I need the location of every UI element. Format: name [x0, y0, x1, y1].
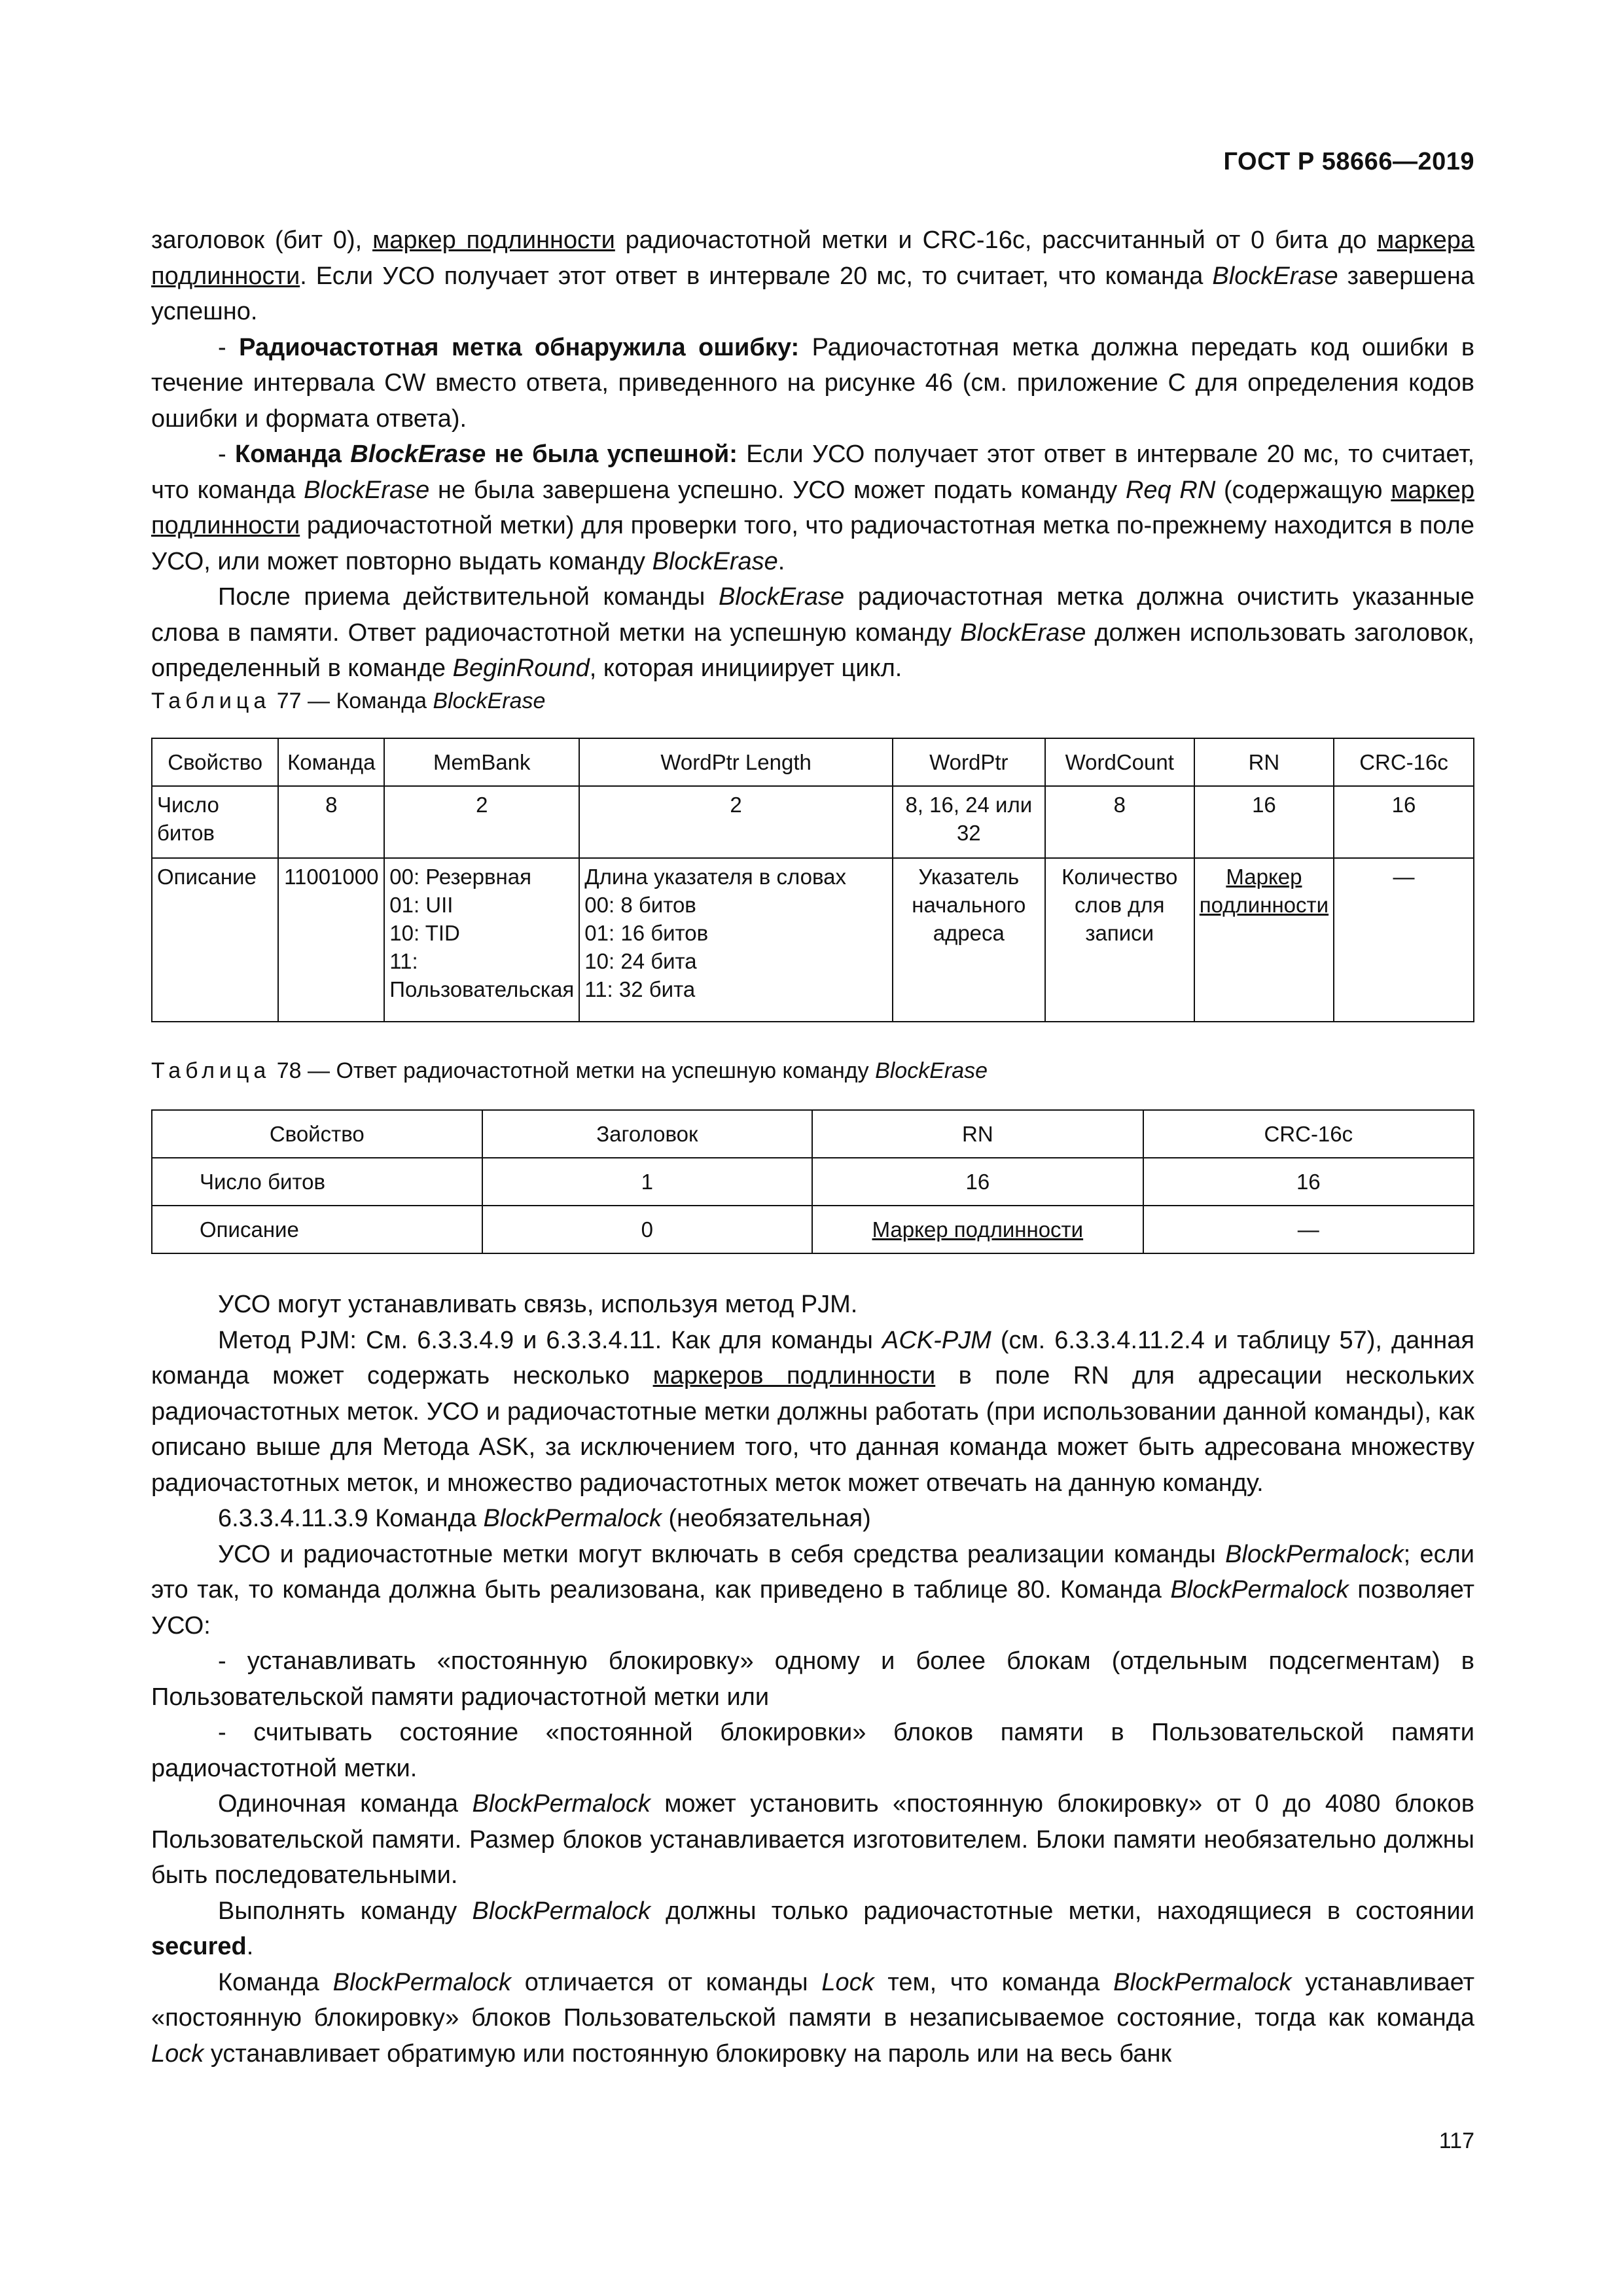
- table-cell: 16: [1334, 786, 1474, 858]
- header-cell: WordCount: [1045, 738, 1194, 786]
- table-row: [152, 1206, 1474, 1253]
- header-cell: RN: [1194, 738, 1334, 786]
- header-cell: Команда: [278, 738, 384, 786]
- table-cell: 2: [579, 786, 893, 858]
- table-cell: 16: [1143, 1158, 1474, 1206]
- table-cell: 16: [812, 1158, 1143, 1206]
- paragraph: заголовок (бит 0), маркер подлинности радиочастотной метки и CRC-16c, рассчитанный от 0 бита до маркера подлинности. Если УСО получает этот ответ в интервале 20 мс, то считает, что команда BlockErase завершена успешно.: [151, 226, 1475, 325]
- header-cell: Свойство: [152, 738, 278, 786]
- table-78: [151, 1109, 1474, 1254]
- table-cell: Маркер подлинности: [812, 1206, 1143, 1253]
- table-77-caption: Таблица 77 — Команда BlockErase: [151, 689, 546, 713]
- body-text: [151, 1287, 1474, 2072]
- table-cell: Указатель начального адреса: [893, 858, 1045, 1022]
- header-cell: WordPtr Length: [579, 738, 893, 786]
- table-cell: 11001000: [278, 858, 384, 1022]
- table-cell: 8, 16, 24 или 32: [893, 786, 1045, 858]
- paragraph: - Команда BlockErase не была успешной: Если УСО получает этот ответ в интервале 20 мс, то считает, что команда BlockErase не была завершена успешно. УСО может подать команду Req RN (содержащую маркер подлинности радиочастотной метки) для проверки того, что радиочастотная метка по-прежнему находится в поле УСО, или может повторно выдать команду BlockErase.: [151, 440, 1474, 575]
- page-number: 117: [1438, 2128, 1474, 2153]
- table-cell: —: [1334, 858, 1474, 1022]
- table-cell: 8: [278, 786, 384, 858]
- table-cell: 8: [1045, 786, 1194, 858]
- table-cell: Описание: [152, 1206, 482, 1253]
- header-cell: MemBank: [384, 738, 579, 786]
- table-row: [152, 858, 1474, 1022]
- paragraph: - Радиочастотная метка обнаружила ошибку: Радиочастотная метка должна передать код ошибки в течение интервала CW вместо ответа, приведенного на рисунке 46 (см. приложение С для определения кодов ошибки и формата ответа).: [151, 333, 1475, 433]
- header-cell: Свойство: [152, 1110, 482, 1158]
- paragraph: Одиночная команда BlockPermalock может установить «постоянную блокировку» от 0 до 4080 блоков Пользовательской памяти. Размер блоков устанавливается изготовителем. Блоки памяти необязательно должны быть последовательными.: [151, 1790, 1474, 1889]
- table-cell: 16: [1194, 786, 1334, 858]
- table-cell: Число битов: [152, 1158, 482, 1206]
- header-cell: WordPtr: [893, 738, 1045, 786]
- table-cell: Длина указателя в словах 00: 8 битов 01: 16 битов 10: 24 бита 11: 32 бита: [579, 858, 893, 1022]
- table-cell: 00: Резервная 01: UII 10: TID 11: Пользовательская: [384, 858, 579, 1022]
- paragraph: Выполнять команду BlockPermalock должны только радиочастотные метки, находящиеся в состоянии secured.: [151, 1897, 1474, 1960]
- table-header-row: [152, 1110, 1474, 1158]
- table-cell: Маркер подлинности: [1194, 858, 1334, 1022]
- table-row: [152, 1158, 1474, 1206]
- paragraph: УСО могут устанавливать связь, используя метод PJM.: [218, 1291, 858, 1318]
- table-78-caption: Таблица 78 — Ответ радиочастотной метки на успешную команду BlockErase: [151, 1058, 988, 1083]
- header-cell: CRC-16c: [1334, 738, 1474, 786]
- table-cell: Количество слов для записи: [1045, 858, 1194, 1022]
- list-item: - устанавливать «постоянную блокировку» одному и более блокам (отдельным подсегментам) в Пользовательской памяти радиочастотной метки или: [151, 1647, 1474, 1711]
- paragraph: УСО и радиочастотные метки могут включать в себя средства реализации команды BlockPermalock; если это так, то команда должна быть реализована, как приведено в таблице 80. Команда BlockPermalock позволяет УСО:: [151, 1540, 1475, 1640]
- table-header-row: [152, 738, 1474, 786]
- paragraph: После приема действительной команды BlockErase радиочастотная метка должна очистить указанные слова в памяти. Ответ радиочастотной метки на успешную команду BlockErase должен использовать заголовок, определенный в команде BeginRound, которая инициирует цикл.: [151, 583, 1474, 682]
- section-heading: 6.3.3.4.11.3.9 Команда BlockPermalock (необязательная): [218, 1505, 871, 1532]
- paragraph: Метод PJM: См. 6.3.3.4.9 и 6.3.3.4.11. Как для команды ACK-PJM (см. 6.3.3.4.11.2.4 и таблицу 57), данная команда может содержать несколько маркеров подлинности в поле RN для адресации нескольких радиочастотных меток. УСО и радиочастотные метки должны работать (при использовании данной команды), как описано выше для Метода ASK, за исключением того, что данная команда может быть адресована множеству радиочастотных меток, и множество радиочастотных меток может отвечать на данную команду.: [151, 1326, 1474, 1497]
- table-cell: 1: [482, 1158, 812, 1206]
- table-cell: Число битов: [152, 786, 278, 858]
- header-cell: RN: [812, 1110, 1143, 1158]
- header-cell: Заголовок: [482, 1110, 812, 1158]
- standard-header: ГОСТ Р 58666—2019: [1223, 148, 1474, 175]
- paragraph: Команда BlockPermalock отличается от команды Lock тем, что команда BlockPermalock устанавливает «постоянную блокировку» блоков Пользовательской памяти в незаписываемое состояние, тогда как команда Lock устанавливает обратимую или постоянную блокировку на пароль или на весь банк: [151, 1968, 1475, 2068]
- list-item: - считывать состояние «постоянной блокировки» блоков памяти в Пользовательской памяти радиочастотной метки.: [151, 1719, 1474, 1782]
- table-row: [152, 786, 1474, 858]
- table-cell: 2: [384, 786, 579, 858]
- table-cell: —: [1143, 1206, 1474, 1253]
- header-cell: CRC-16c: [1143, 1110, 1474, 1158]
- table-cell: Описание: [152, 858, 278, 1022]
- table-77: [151, 738, 1474, 1022]
- intro-text: [151, 223, 1474, 687]
- table-cell: 0: [482, 1206, 812, 1253]
